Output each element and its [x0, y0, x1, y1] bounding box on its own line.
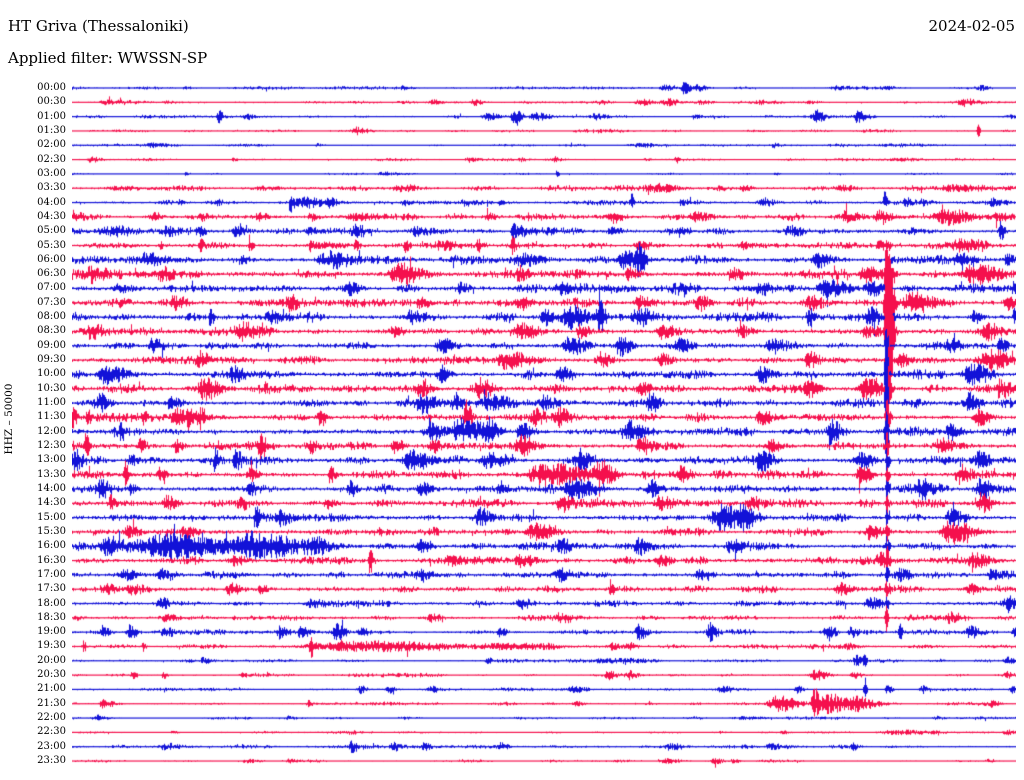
time-label: 06:30 [37, 268, 66, 280]
time-label: 06:00 [37, 253, 66, 265]
time-label: 23:00 [37, 740, 66, 752]
time-label: 23:30 [37, 755, 66, 767]
time-label: 18:00 [37, 597, 66, 609]
time-label: 11:30 [37, 411, 66, 423]
time-label: 19:00 [37, 626, 66, 638]
time-label: 00:30 [37, 96, 66, 108]
time-label: 14:30 [37, 497, 66, 509]
time-label: 10:30 [37, 382, 66, 394]
time-label: 15:30 [37, 525, 66, 537]
time-label: 05:00 [37, 225, 66, 237]
time-label: 00:00 [37, 82, 66, 93]
time-label: 14:00 [37, 482, 66, 494]
time-label: 08:00 [37, 311, 66, 323]
time-label: 02:30 [37, 153, 66, 165]
time-label: 07:30 [37, 296, 66, 308]
time-label: 11:00 [37, 397, 66, 409]
time-label: 03:30 [37, 182, 66, 194]
time-label: 21:30 [37, 697, 66, 709]
time-label: 09:30 [37, 354, 66, 366]
time-axis [0, 0, 70, 780]
time-label: 15:00 [37, 511, 66, 523]
time-label: 05:30 [37, 239, 66, 251]
time-label: 03:00 [37, 167, 66, 179]
helicorder-canvas [72, 80, 1016, 776]
time-label: 13:30 [37, 468, 66, 480]
time-label: 02:00 [37, 139, 66, 151]
time-label: 01:30 [37, 124, 66, 136]
time-label: 21:00 [37, 683, 66, 695]
date-label: 2024-02-05 [928, 17, 1015, 35]
time-label: 09:00 [37, 339, 66, 351]
time-label: 04:30 [37, 210, 66, 222]
time-label: 16:00 [37, 540, 66, 552]
time-label: 07:00 [37, 282, 66, 294]
time-label: 16:30 [37, 554, 66, 566]
time-label: 08:30 [37, 325, 66, 337]
time-label: 22:30 [37, 726, 66, 738]
station-title: HT Griva (Thessaloniki) [8, 17, 189, 35]
applied-filter-label: Applied filter: WWSSN-SP [8, 49, 208, 67]
time-label: 17:00 [37, 568, 66, 580]
time-label: 04:00 [37, 196, 66, 208]
y-axis-scale-label: HHZ – 50000 [3, 383, 15, 455]
time-label: 17:30 [37, 583, 66, 595]
time-label: 20:00 [37, 654, 66, 666]
time-label: 12:30 [37, 440, 66, 451]
time-label: 12:00 [37, 425, 66, 437]
time-label: 19:30 [37, 640, 66, 652]
time-label: 01:00 [37, 110, 66, 122]
time-label: 18:30 [37, 611, 66, 623]
time-label: 20:30 [37, 669, 66, 681]
time-label: 22:00 [37, 712, 66, 724]
time-label: 10:00 [37, 368, 66, 380]
time-label: 13:00 [37, 454, 66, 466]
